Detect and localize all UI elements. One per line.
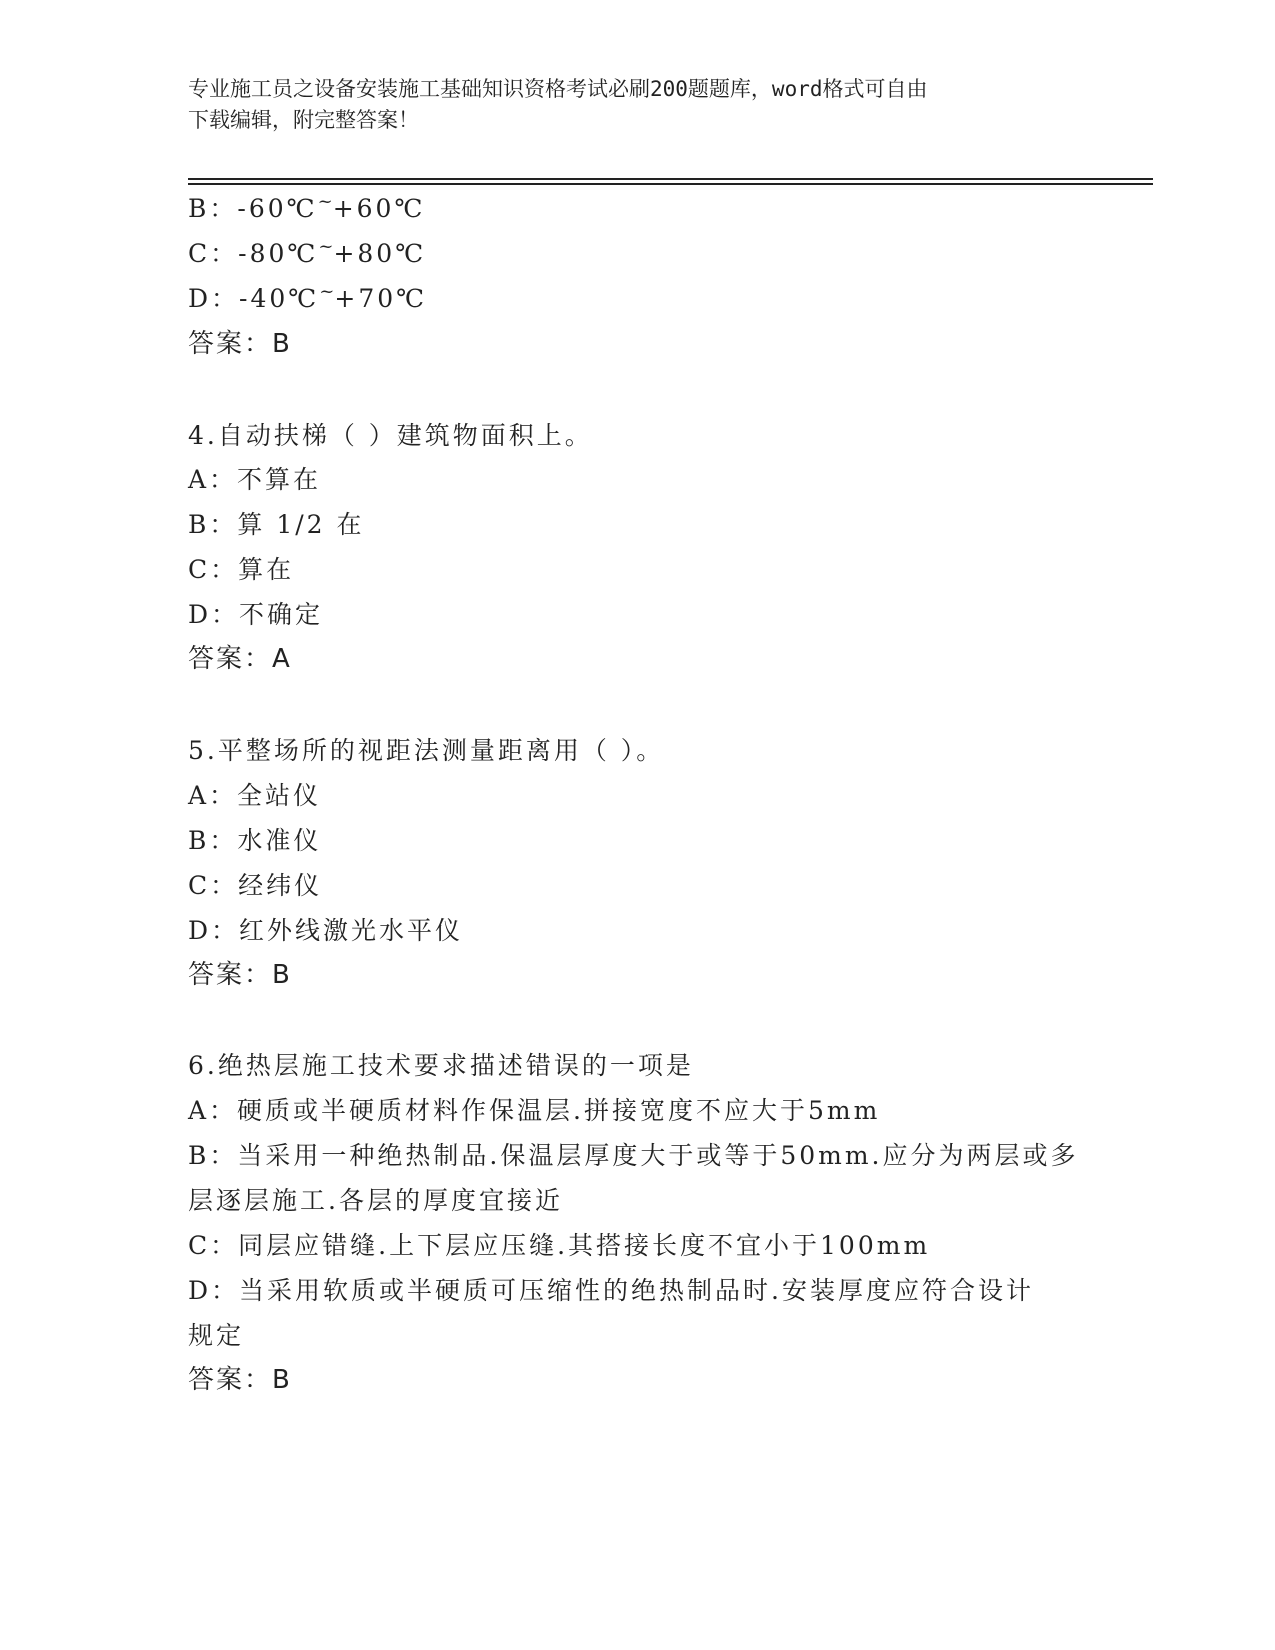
q5-option-c: C：经纬仪 bbox=[188, 871, 323, 900]
q5-answer: 答案：B bbox=[188, 960, 292, 990]
q3-option-d-tilde: ~ bbox=[319, 281, 335, 302]
q5-option-b: B：水准仪 bbox=[188, 826, 322, 855]
q3-option-c-low: C：-80℃ bbox=[188, 239, 319, 268]
q3-option-d bbox=[188, 283, 427, 318]
q4-option-c: C：算在 bbox=[188, 555, 295, 584]
q4-option-d: D：不确定 bbox=[188, 600, 324, 629]
q4-question: 4.自动扶梯（ ）建筑物面积上。 bbox=[188, 421, 593, 450]
q3-option-b-high: +60℃ bbox=[332, 194, 426, 223]
q4-answer: 答案：A bbox=[188, 644, 292, 674]
document-header bbox=[188, 74, 1088, 136]
q6-option-d-line-2: 规定 bbox=[188, 1321, 245, 1350]
header-line-2: 下载编辑，附完整答案！ bbox=[188, 108, 419, 132]
q4-option-b: B：算 1/2 在 bbox=[188, 510, 365, 539]
header-line-1: 专业施工员之设备安装施工基础知识资格考试必刷200题题库，word格式可自由 bbox=[188, 77, 928, 101]
q6-answer: 答案：B bbox=[188, 1365, 292, 1395]
q5-option-d: D：红外线激光水平仪 bbox=[188, 916, 464, 945]
q3-option-d-low: D：-40℃ bbox=[188, 284, 320, 313]
header-divider-top bbox=[188, 178, 1153, 180]
q4-option-a: A：不算在 bbox=[188, 465, 322, 494]
q3-option-c bbox=[188, 238, 426, 273]
q6-option-c: C：同层应错缝.上下层应压缝.其搭接长度不宜小于100mm bbox=[188, 1231, 931, 1260]
q6-option-d-line-1: D：当采用软质或半硬质可压缩性的绝热制品时.安装厚度应符合设计 bbox=[188, 1276, 1034, 1305]
q5-question: 5.平整场所的视距法测量距离用（ ）。 bbox=[188, 736, 665, 765]
q6-option-a: A：硬质或半硬质材料作保温层.拼接宽度不应大于5mm bbox=[188, 1096, 881, 1125]
q3-option-b bbox=[188, 193, 425, 228]
q3-option-c-tilde: ~ bbox=[318, 236, 334, 257]
q3-answer: 答案：B bbox=[188, 329, 292, 359]
header-divider-bottom bbox=[188, 183, 1153, 185]
q6-question: 6.绝热层施工技术要求描述错误的一项是 bbox=[188, 1051, 694, 1080]
q6-option-b-line-2: 层逐层施工.各层的厚度宜接近 bbox=[188, 1186, 563, 1215]
q3-option-b-tilde: ~ bbox=[317, 191, 333, 212]
q6-option-b-line-1: B：当采用一种绝热制品.保温层厚度大于或等于50mm.应分为两层或多 bbox=[188, 1141, 1079, 1170]
q5-option-a: A：全站仪 bbox=[188, 781, 322, 810]
q3-option-b-low: B：-60℃ bbox=[188, 194, 318, 223]
q3-option-d-high: +70℃ bbox=[334, 284, 428, 313]
q3-option-c-high: +80℃ bbox=[333, 239, 427, 268]
